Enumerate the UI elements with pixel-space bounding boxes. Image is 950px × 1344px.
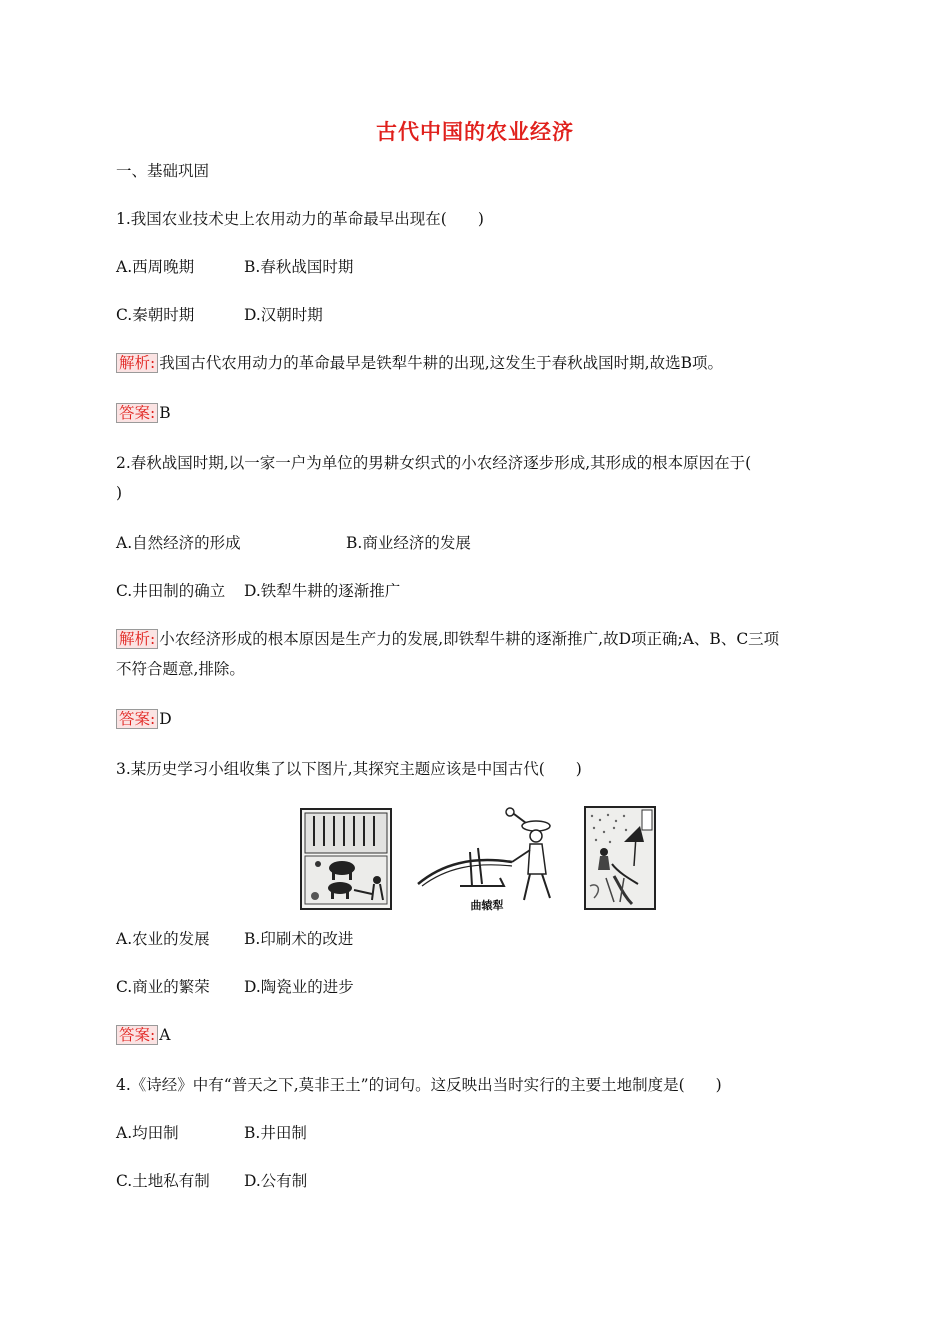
q1-options-row-1 — [116, 256, 353, 278]
q1-analysis-text: 我国古代农用动力的革命最早是铁犁牛耕的出现,这发生于春秋战国时期,故选B项。 — [159, 354, 723, 372]
q1-option-b: B.春秋战国时期 — [244, 258, 354, 276]
q4-option-d: D.公有制 — [244, 1172, 308, 1190]
q3-answer — [116, 1024, 170, 1046]
q1-analysis — [116, 352, 723, 374]
q3-stem: 3.某历史学习小组收集了以下图片,其探究主题应该是中国古代( ) — [116, 760, 582, 778]
q3-option-b: B.印刷术的改进 — [244, 930, 354, 948]
q1-option-a: A.西周晚期 — [116, 258, 195, 276]
q1-answer-value: B — [159, 404, 171, 422]
q3-answer-value: A — [159, 1026, 171, 1044]
page-title: 古代中国的农业经济 — [376, 120, 574, 144]
q4-options-row-2 — [116, 1170, 307, 1192]
q2-analysis — [116, 628, 779, 650]
q4-stem: 4.《诗经》中有“普天之下,莫非王土”的词句。这反映出当时实行的主要土地制度是( ) — [116, 1076, 722, 1094]
q2-options-row-2 — [116, 580, 400, 602]
analysis-tag: 解析: — [116, 353, 158, 373]
curved-shaft-plow-image — [412, 804, 562, 914]
q2-option-a: A.自然经济的形成 — [116, 534, 241, 552]
q1-answer — [116, 402, 171, 424]
q2-answer-value: D — [159, 710, 172, 728]
q1-option-d: D.汉朝时期 — [244, 306, 323, 324]
plow-caption: 曲辕犁 — [470, 899, 504, 912]
analysis-tag: 解析: — [116, 629, 158, 649]
answer-tag: 答案: — [116, 1025, 158, 1045]
q2-stem-line-1: 2.春秋战国时期,以一家一户为单位的男耕女织式的小农经济逐步形成,其形成的根本原因在于( — [116, 454, 752, 472]
q4-option-a: A.均田制 — [116, 1124, 179, 1142]
q2-analysis-text-2: 不符合题意,排除。 — [116, 660, 245, 678]
q3-figure-group — [296, 804, 666, 914]
answer-tag: 答案: — [116, 709, 158, 729]
ox-plowing-mural-image — [300, 808, 392, 910]
q4-option-c: C.土地私有制 — [116, 1172, 210, 1190]
q2-options-row-1 — [116, 532, 471, 554]
q3-options-row-2 — [116, 976, 354, 998]
q2-option-d: D.铁犁牛耕的逐渐推广 — [244, 582, 401, 600]
section-heading: 一、基础巩固 — [116, 162, 210, 180]
farming-woodblock-print-image — [584, 806, 656, 910]
q4-option-b: B.井田制 — [244, 1124, 307, 1142]
q3-option-d: D.陶瓷业的进步 — [244, 978, 354, 996]
q1-stem: 1.我国农业技术史上农用动力的革命最早出现在( ) — [116, 210, 484, 228]
answer-tag: 答案: — [116, 403, 158, 423]
q4-options-row-1 — [116, 1122, 307, 1144]
q2-analysis-text-1: 小农经济形成的根本原因是生产力的发展,即铁犁牛耕的逐渐推广,故D项正确;A、B、C三项 — [159, 630, 780, 648]
q2-option-c: C.井田制的确立 — [116, 582, 226, 600]
q3-option-c: C.商业的繁荣 — [116, 978, 210, 996]
q1-option-c: C.秦朝时期 — [116, 306, 195, 324]
q3-options-row-1 — [116, 928, 353, 950]
q2-stem-line-2: ) — [116, 484, 123, 502]
q1-options-row-2 — [116, 304, 323, 326]
q3-option-a: A.农业的发展 — [116, 930, 210, 948]
q2-option-b: B.商业经济的发展 — [346, 534, 471, 552]
q2-answer — [116, 708, 172, 730]
